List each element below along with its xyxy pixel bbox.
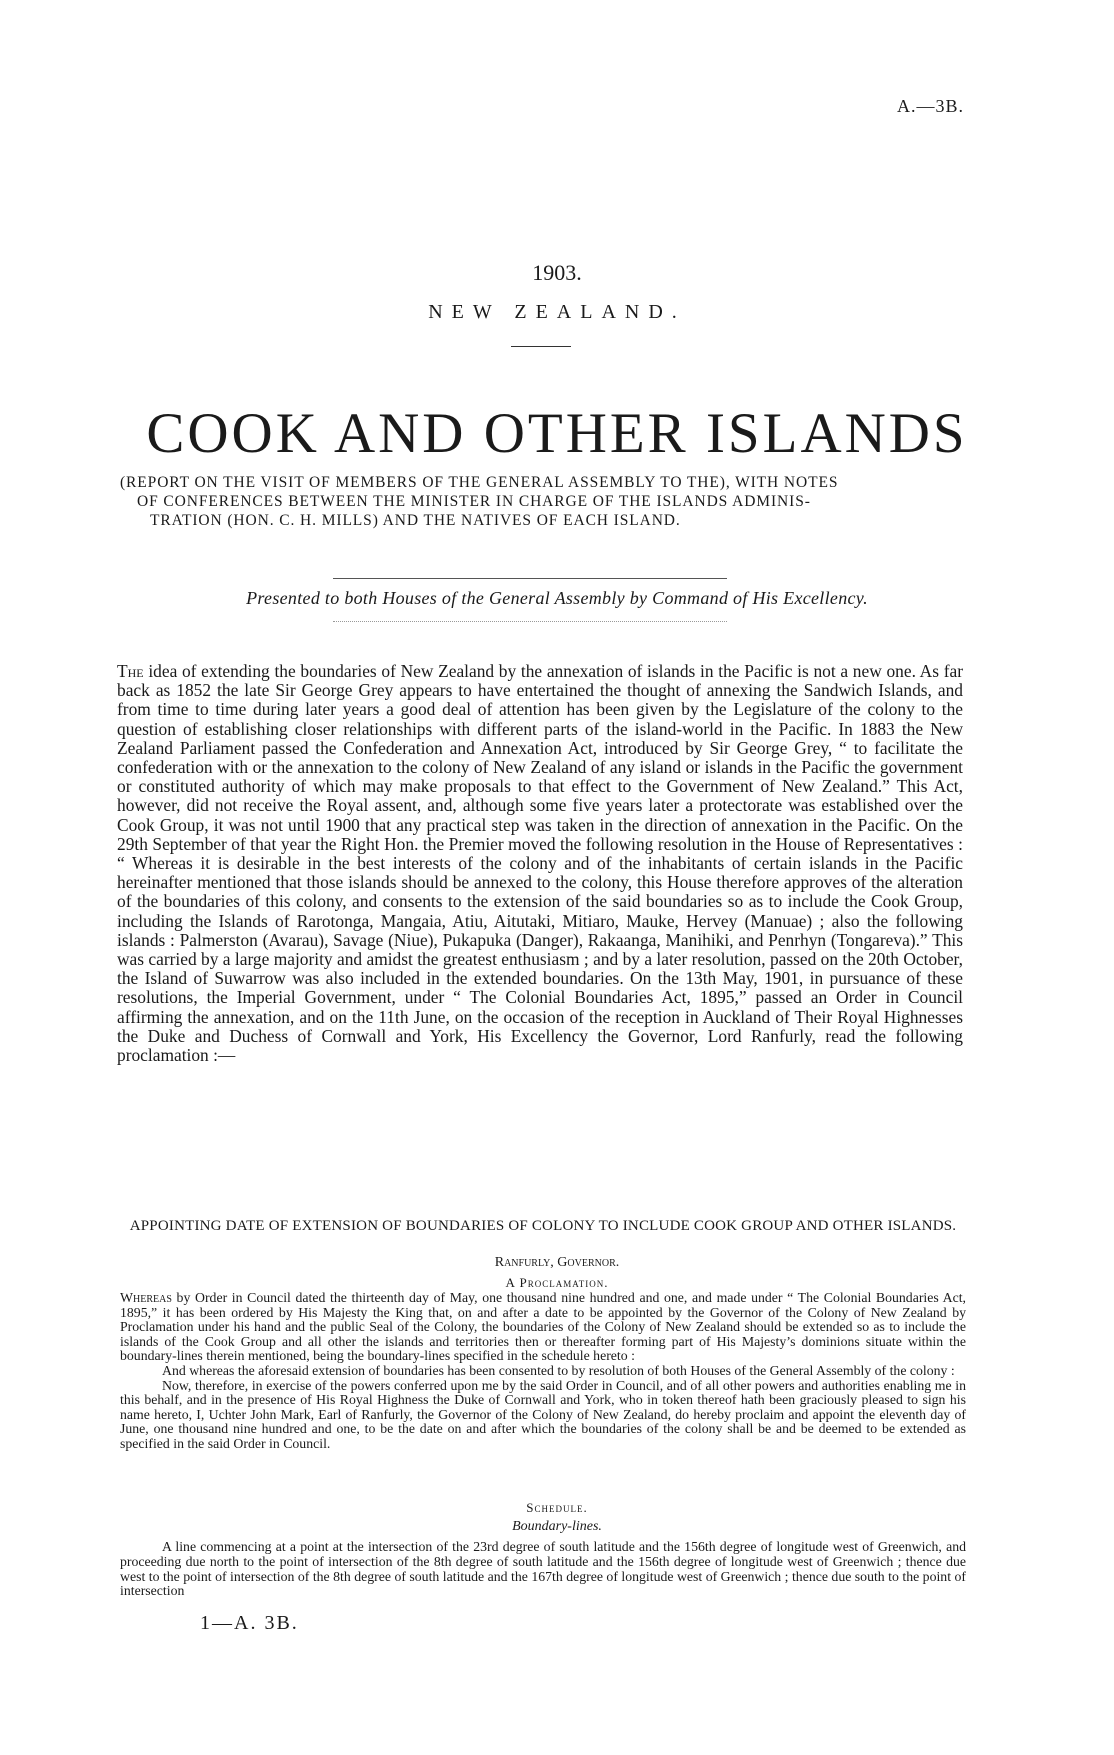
- body-paragraph: [117, 662, 963, 1065]
- subtitle-line: OF CONFERENCES BETWEEN THE MINISTER IN CHARGE OF THE ISLANDS ADMINIS-: [137, 493, 811, 510]
- proclamation-paragraph: And whereas the aforesaid extension of boundaries has been consented to by resolution of both Houses of the General Assembly of the colony :: [162, 1362, 955, 1378]
- schedule-subtitle: Boundary-lines.: [512, 1519, 602, 1534]
- proclamation-heading: APPOINTING DATE OF EXTENSION OF BOUNDARIES OF COLONY TO INCLUDE COOK GROUP AND OTHER ISLANDS.: [129, 1218, 957, 1234]
- subtitle-line: (REPORT ON THE VISIT OF MEMBERS OF THE GENERAL ASSEMBLY TO THE), WITH NOTES: [120, 474, 839, 491]
- governor-line: [0, 1255, 1114, 1271]
- governor-name: Ranfurly, Governor.: [494, 1255, 620, 1270]
- lead-word: Whereas: [120, 1290, 172, 1305]
- proclamation-body: [120, 1291, 966, 1452]
- lead-word: The: [117, 661, 144, 681]
- proclamation-paragraph: by Order in Council dated the thirteenth day of May, one thousand nine hundred and one, and made under “ The Colonial Boundaries Act, 1895,” it has been ordered by His Majesty the King that, on and after a date to be appointed by the Governor of the Colony of New Zealand by Proclamation under his hand and the public Seal of the Colony, the boundaries of the Colony of New Zealand should be extended so as to include the islands of the Cook Group and all other the islands and territories then or thereafter forming part of His Majesty’s dominions situate within the boundary-lines therein mentioned, being the boundary-lines specified in the schedule hereto :: [120, 1290, 966, 1364]
- schedule-title: Schedule.: [526, 1500, 588, 1515]
- country-heading: NEW ZEALAND.: [428, 301, 686, 323]
- schedule-paragraph: A line commencing at a point at the intersection of the 23rd degree of south latitude and the 156th degree of longitude west of Greenwich, and proceeding due north to the point of intersection of the 8th degree of south latitude and the 156th degree of longitude west of Greenwich ; thence due west to the point of intersection of the 8th degree of south latitude and the 167th degree of longitude west of Greenwich ; thence due south to the point of intersection: [120, 1539, 966, 1599]
- proclamation-title: A Proclamation.: [505, 1275, 609, 1290]
- divider: [333, 621, 727, 622]
- page-signature: 1—A. 3B.: [200, 1612, 299, 1634]
- document-year: 1903.: [532, 260, 582, 285]
- divider: [511, 346, 571, 347]
- schedule-body: [120, 1540, 966, 1599]
- proclamation-paragraph: Now, therefore, in exercise of the powers conferred upon me by the said Order in Council, and of all other powers and authorities enabling me in this behalf, and in the presence of His Royal Highness the Duke of Cornwall and York, who in token thereof hath been graciously pleased to sign his name hereto, I, Uchter John Mark, Earl of Ranfurly, the Governor of the Colony of New Zealand, do hereby proclaim and appoint the eleventh day of June, one thousand nine hundred and one, to be the date on and after which the boundaries of the colony shall be and be deemed to be extended as specified in the said Order in Council.: [120, 1377, 966, 1451]
- subtitle-line: TRATION (HON. C. H. MILLS) AND THE NATIVES OF EACH ISLAND.: [150, 512, 681, 529]
- document-reference: A.—3B.: [896, 96, 964, 116]
- page-title: COOK AND OTHER ISLANDS: [146, 402, 968, 465]
- presented-line: Presented to both Houses of the General Assembly by Command of His Excellency.: [246, 588, 868, 608]
- page-subtitle: [120, 473, 966, 530]
- body-text: idea of extending the boundaries of New Zealand by the annexation of islands in the Pacific is not a new one. As far back as 1852 the late Sir George Grey appears to have entertained the thought of annexing the Sandwich Islands, and from time to time during later years a good deal of attention has been given by the Legislature of the colony to the question of establishing closer relationships with different parts of the island-world in the Pacific. In 1883 the New Zealand Parliament passed the Confederation and Annexation Act, introduced by Sir George Grey, “ to facilitate the confederation with or the annexation to the colony of New Zealand of any island or islands in the Pacific the government or constituted authority of which may make proposals to that effect to the Government of New Zealand.” This Act, however, did not receive the Royal assent, and, although some five years later a protectorate was established over the Cook Group, it was not until 1900 that any practical step was taken in the direction of annexation in the Pacific. On the 29th September of that year the Right Hon. the Premier moved the following resolution in the House of Representatives : “ Whereas it is desirable in the best interests of the colony and of the inhabitants of certain islands in the Pacific hereinafter mentioned that those islands should be annexed to the colony, this House therefore approves of the alteration of the boundaries of this colony, and consents to the extension of the said boundaries so as to include the Cook Group, including the Islands of Rarotonga, Mangaia, Atiu, Aitutaki, Mitiaro, Mauke, Hervey (Manuae) ; also the following islands : Palmerston (Avarau), Savage (Niue), Pukapuka (Danger), Rakaanga, Manihiki, and Penrhyn (Tongareva).” This was carried by a large majority and amidst the greatest enthusiasm ; and by a later resolution, passed on the 20th October, the Island of Suwarrow was also included in the extended boundaries. On the 13th May, 1901, in pursuance of these resolutions, the Imperial Government, under “ The Colonial Boundaries Act, 1895,” passed an Order in Council affirming the annexation, and on the 11th June, on the occasion of the reception in Auckland of Their Royal Highnesses the Duke and Duchess of Cornwall and York, His Excellency the Governor, Lord Ranfurly, read the following proclamation :—: [117, 661, 963, 1066]
- divider: [333, 578, 727, 579]
